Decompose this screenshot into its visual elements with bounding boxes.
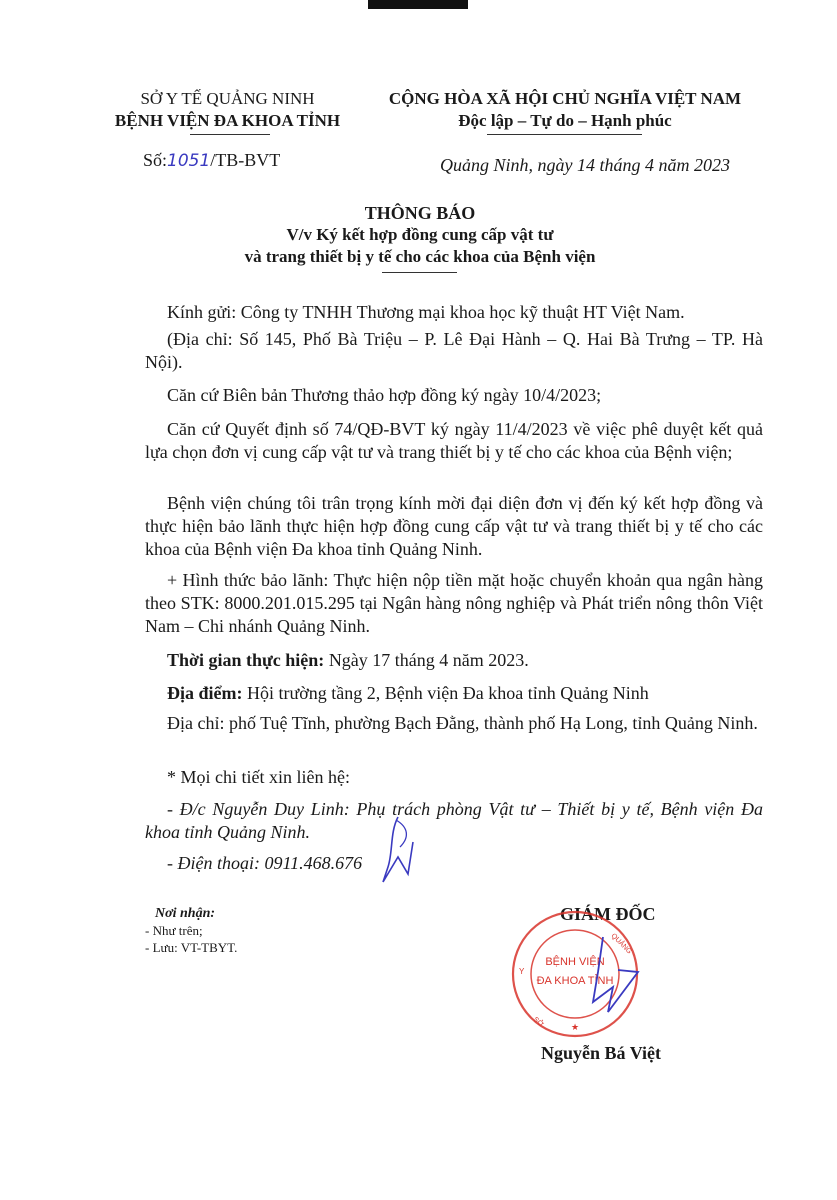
issuer-name: BỆNH VIỆN ĐA KHOA TỈNH (114, 111, 341, 130)
stamp-line2: ĐA KHOA TỈNH (536, 975, 614, 987)
issuer-parent: SỞ Y TẾ QUẢNG NINH (140, 89, 315, 108)
basis-decision: Căn cứ Quyết định số 74/QĐ-BVT ký ngày 11/4/2023 về việc phê duyệt kết quả lựa chọn đơn vị cung cấp vật tư và trang thiết bị y tế cho các khoa của Bệnh viện; (145, 419, 763, 462)
venue-address: Địa chỉ: phố Tuệ Tĩnh, phường Bạch Đằng, thành phố Hạ Long, tỉnh Quảng Ninh. (167, 713, 758, 733)
execution-time-value: Ngày 17 tháng 4 năm 2023. (324, 650, 529, 670)
place-date: Quảng Ninh, ngày 14 tháng 4 năm 2023 (440, 155, 730, 175)
contact-phone: - Điện thoại: 0911.468.676 (167, 853, 363, 873)
venue-label: Địa điểm: (167, 683, 243, 703)
stamp-ring-left: Y (519, 967, 525, 976)
stamp-ring-bottom: SỞ (531, 1016, 545, 1029)
stamp-line1: BỆNH VIỆN (545, 956, 605, 968)
country-name: CỘNG HÒA XÃ HỘI CHỦ NGHĨA VIỆT NAM (388, 89, 742, 108)
addressee-address: (Địa chỉ: Số 145, Phố Bà Triệu – P. Lê Đại Hành – Q. Hai Bà Trưng – TP. Hà Nội). (145, 329, 763, 372)
signer-name: Nguyễn Bá Việt (541, 1043, 662, 1063)
motto: Độc lập – Tự do – Hạnh phúc (458, 111, 672, 130)
invitation-paragraph: Bệnh viện chúng tôi trân trọng kính mời đại diện đơn vị đến ký kết hợp đồng và thực hiện bảo lãnh thực hiện hợp đồng cung cấp vật tư và trang thiết bị y tế cho các khoa của Bệnh viện Đa khoa tỉnh Quảng Ninh. (145, 493, 763, 559)
recipients-block (145, 905, 237, 956)
number-suffix: /TB-BVT (210, 150, 281, 170)
contact-person: - Đ/c Nguyễn Duy Linh: Phụ trách phòng Vật tư – Thiết bị y tế, Bệnh viện Đa khoa tỉnh Quảng Ninh. (145, 799, 763, 842)
guarantee-method: + Hình thức bảo lãnh: Thực hiện nộp tiền mặt hoặc chuyển khoản qua ngân hàng theo STK: 8000.201.015.295 tại Ngân hàng nông nghiệp và Phát triển nông thôn Việt Nam – Chi nhánh Quảng Ninh. (145, 570, 763, 636)
issuer-block (100, 88, 355, 132)
addressee: Kính gửi: Công ty TNHH Thương mại khoa học kỹ thuật HT Việt Nam. (167, 302, 685, 322)
issuer-underline (190, 134, 270, 135)
title-main: THÔNG BÁO (364, 203, 476, 223)
initial-signature-mark (368, 812, 428, 892)
title-underline (382, 272, 457, 273)
motto-underline (487, 134, 642, 135)
execution-time (145, 649, 763, 672)
recipient-item: - Như trên; (145, 923, 203, 938)
official-stamp (503, 902, 653, 1047)
recipients-label: Nơi nhận: (155, 906, 216, 921)
document-title (150, 202, 690, 268)
recipient-item: - Lưu: VT-TBYT. (145, 940, 238, 955)
document-number (143, 150, 280, 171)
venue-value: Hội trường tầng 2, Bệnh viện Đa khoa tỉnh Quảng Ninh (242, 683, 649, 703)
execution-time-label: Thời gian thực hiện: (167, 650, 325, 670)
national-header (365, 88, 765, 132)
number-prefix: Số: (143, 150, 168, 170)
venue (145, 682, 763, 705)
handwritten-number: 1051 (167, 151, 211, 171)
title-subject-line1: V/v Ký kết hợp đồng cung cấp vật tư (286, 225, 554, 244)
stamp-star-icon: ★ (571, 1022, 580, 1032)
contact-intro: * Mọi chi tiết xin liên hệ: (167, 767, 350, 787)
title-subject-line2: và trang thiết bị y tế cho các khoa của Bệnh viện (244, 247, 596, 266)
signer-title: GIÁM ĐỐC (560, 904, 656, 924)
scan-edge-mark (368, 0, 468, 9)
basis-negotiation: Căn cứ Biên bản Thương thảo hợp đồng ký ngày 10/4/2023; (167, 385, 602, 405)
stamp-ring-right: QUẢNG (609, 932, 633, 956)
